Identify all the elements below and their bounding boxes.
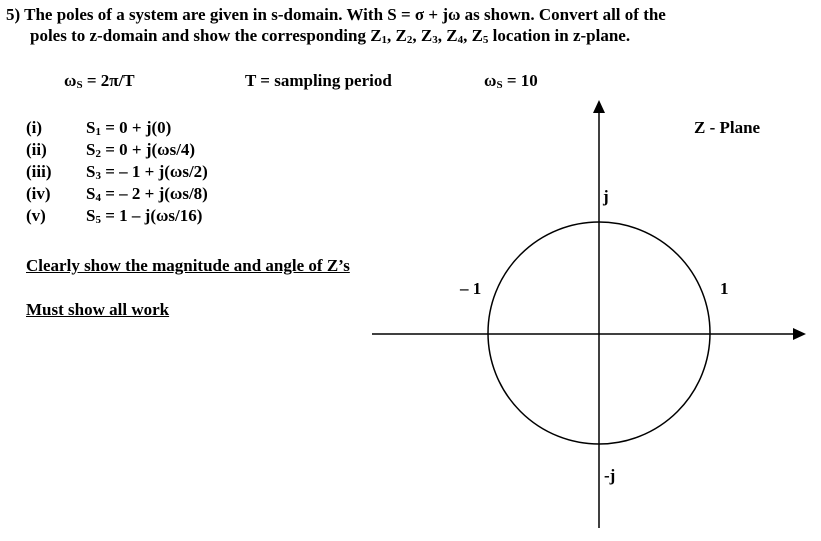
pole-expr-2: $S_2 = 0 + j(\omega s/4)$ xyxy=(86,140,196,160)
pole-label-5: (v) xyxy=(26,206,46,225)
pole-label-2: (ii) xyxy=(26,140,47,159)
pole-label-4: (iv) xyxy=(26,184,51,203)
label-j: j xyxy=(603,187,609,206)
sampling-period-def: T = sampling period xyxy=(245,71,392,90)
real-axis-arrowhead xyxy=(793,328,806,340)
pole-expr-3: $S_3$ = – 1 + j(ωs/2) xyxy=(86,162,208,182)
label-one: 1 xyxy=(720,279,729,298)
pole-expr-5: $S_5 = 1 - j(\omega s/16)$ xyxy=(86,206,203,226)
omega-s-formula: $\omega_S = 2\pi/T$ xyxy=(64,71,135,91)
problem-line-1: 5) The poles of a system are given in s-domain. With S = σ + jω as shown. Convert all of the xyxy=(6,5,666,24)
pole-expr-1: $S_1 = 0 + j(0)$ xyxy=(86,118,172,138)
omega-s-value: $\omega_S = 10$ xyxy=(484,71,538,91)
instruction-magnitude-angle: Clearly show the magnitude and angle of Z’s xyxy=(26,256,350,275)
pole-label-1: (i) xyxy=(26,118,43,137)
z-plane-title: Z - Plane xyxy=(694,118,761,137)
instruction-show-work: Must show all work xyxy=(26,300,170,319)
label-neg-j: -j xyxy=(604,466,616,485)
label-neg-one: – 1 xyxy=(460,279,482,298)
pole-label-3: (iii) xyxy=(26,162,52,181)
imaginary-axis-arrowhead xyxy=(593,100,605,113)
pole-expr-4: $S_4$ = – 2 + j(ωs/8) xyxy=(86,184,208,204)
problem-line-2: poles to z-domain and show the corresponding $Z_1$, $Z_2$, $Z_3$, $Z_4$, $Z_5$ location in z-plane. xyxy=(30,26,631,46)
